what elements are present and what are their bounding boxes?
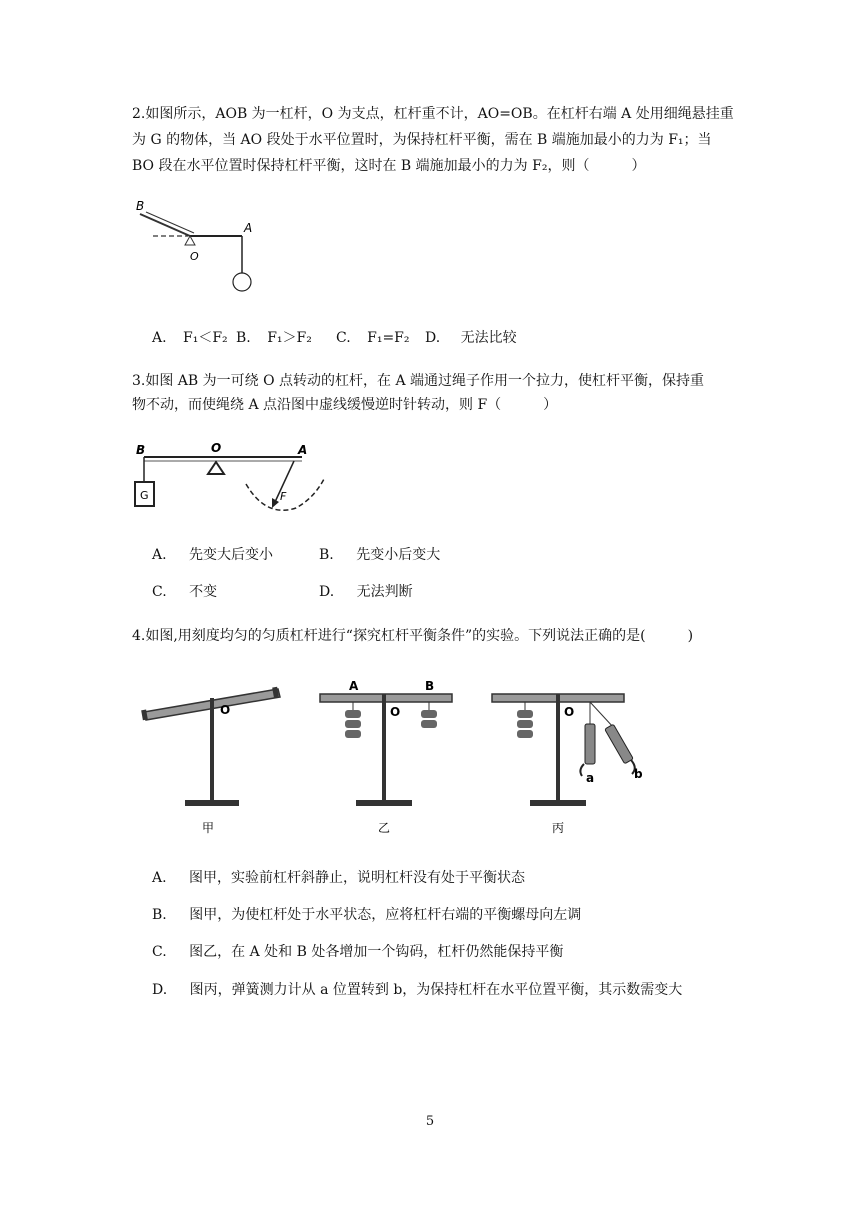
q4-jia-stand-base (185, 800, 239, 806)
q4-figure-jia (141, 687, 280, 835)
q4-figure-bing (492, 694, 643, 835)
q3-lever-figure (128, 432, 328, 518)
q2-stem-line1: 2.如图所示，AOB 为一杠杆，O 为支点，杠杆重不计，AO=OB。在杠杆右端 A 处用细绳悬挂重 (132, 106, 734, 122)
q2-label-b: B (136, 199, 145, 213)
q4-bing-spring-scale-b (605, 724, 634, 764)
q4-option-c[interactable] (152, 942, 563, 962)
q3-stem-line1: 3.如图 AB 为一可绕 O 点转动的杠杆，在 A 端通过绳子作用一个拉力，使杠杆平衡，保持重 (132, 373, 705, 389)
q4-option-a-text: 图甲，实验前杠杆斜静止，说明杠杆没有处于平衡状态 (189, 870, 526, 886)
q3-option-d-text: 无法判断 (356, 584, 413, 600)
q4-option-b-letter: B. (152, 907, 167, 923)
q4-yi-weight-b2 (421, 720, 437, 728)
q4-caption-yi: 乙 (378, 821, 391, 835)
q4-yi-label-o: O (390, 705, 401, 719)
q4-option-c-text: 图乙，在 A 处和 B 处各增加一个钩码，杠杆仍然能保持平衡 (189, 944, 564, 960)
q2-stem-line3: BO 段在水平位置时保持杠杆平衡，这时在 B 端施加最小的力为 F₂，则（ ） (132, 158, 646, 174)
q3-option-b-letter: B. (319, 547, 334, 563)
q2-option-b-text: F₁＞F₂ (267, 330, 312, 346)
q2-label-a: A (244, 221, 253, 235)
q4-bing-weight-3 (517, 730, 533, 738)
q3-option-b[interactable] (319, 545, 440, 565)
q4-option-a[interactable] (152, 868, 525, 888)
q2-lever-bo-arm-edge (146, 212, 194, 233)
q2-option-d[interactable] (425, 328, 517, 348)
q4-yi-label-a: A (349, 679, 359, 693)
q3-option-a[interactable] (152, 545, 273, 565)
q3-label-o: O (211, 441, 222, 455)
q3-pivot (208, 462, 224, 474)
q3-label-f: F (280, 490, 287, 503)
q2-option-a-letter: A. (152, 330, 167, 346)
q4-bing-stand-pole (556, 694, 560, 802)
q4-option-b-text: 图甲，为使杠杆处于水平状态，应将杠杆右端的平衡螺母向左调 (189, 907, 582, 923)
q4-yi-label-b: B (425, 679, 435, 693)
q4-caption-bing: 丙 (552, 821, 565, 835)
q4-option-d[interactable] (152, 980, 682, 1000)
q2-option-c-letter: C. (336, 330, 351, 346)
q4-yi-weight-b1 (421, 710, 437, 718)
q4-yi-weight-a1 (345, 710, 361, 718)
q4-experiment-figure (138, 672, 658, 842)
q3-option-a-text: 先变大后变小 (189, 547, 274, 563)
q4-bing-weight-1 (517, 710, 533, 718)
q2-option-b-letter: B. (236, 330, 251, 346)
q2-lever-figure (128, 196, 278, 296)
q3-option-a-letter: A. (152, 547, 167, 563)
page-number: 5 (425, 1114, 435, 1129)
q4-yi-stand-base (356, 800, 412, 806)
q4-yi-weight-a2 (345, 720, 361, 728)
q2-lever-bo-arm (140, 214, 190, 236)
q4-caption-jia: 甲 (202, 821, 215, 835)
q3-option-b-text: 先变小后变大 (356, 547, 441, 563)
q3-option-c-letter: C. (152, 584, 167, 600)
q3-option-c-text: 不变 (189, 584, 218, 600)
q4-bing-hand-a (580, 764, 584, 776)
q4-bing-label-o: O (564, 705, 575, 719)
q3-option-d[interactable] (319, 582, 413, 602)
q4-jia-label-o: O (220, 703, 231, 717)
q4-option-d-text: 图丙，弹簧测力计从 a 位置转到 b，为保持杠杆在水平位置平衡，其示数需变大 (189, 982, 683, 998)
q4-bing-label-b: b (634, 767, 643, 781)
q4-figure-yi (320, 679, 452, 835)
q2-stem-line2: 为 G 的物体，当 AO 段处于水平位置时，为保持杠杆平衡，需在 B 端施加最小的力为 F₁；当 (132, 132, 712, 148)
q2-option-a[interactable] (152, 328, 228, 348)
q4-yi-stand-pole (382, 694, 386, 802)
q4-bing-stand-base (530, 800, 586, 806)
q2-pivot (185, 236, 195, 245)
q3-label-b: B (136, 443, 146, 457)
q4-option-b[interactable] (152, 905, 581, 925)
q2-option-c-text: F₁=F₂ (367, 330, 410, 346)
q2-option-d-letter: D. (425, 330, 441, 346)
q4-option-d-letter: D. (152, 982, 168, 998)
q4-yi-weight-a3 (345, 730, 361, 738)
q2-weight (233, 273, 251, 291)
q2-option-c[interactable] (336, 328, 410, 348)
q3-stem-line2: 物不动，而使绳绕 A 点沿图中虚线缓慢逆时针转动，则 F（ ） (132, 397, 558, 413)
q4-jia-stand-pole (210, 698, 214, 802)
q4-bing-weight-2 (517, 720, 533, 728)
q2-option-d-text: 无法比较 (460, 330, 517, 346)
q4-option-c-letter: C. (152, 944, 167, 960)
q3-label-g: G (140, 489, 149, 502)
q2-option-b[interactable] (236, 328, 312, 348)
q4-bing-spring-scale-a (585, 724, 595, 764)
q4-stem-line1: 4.如图,用刻度均匀的匀质杠杆进行“探究杠杆平衡条件”的实验。下列说法正确的是( ) (132, 628, 694, 644)
q4-option-a-letter: A. (152, 870, 167, 886)
q2-option-a-text: F₁＜F₂ (183, 330, 228, 346)
q2-label-o: O (190, 250, 199, 263)
q3-option-d-letter: D. (319, 584, 335, 600)
q3-label-a: A (298, 443, 308, 457)
q4-bing-label-a: a (586, 771, 595, 785)
q3-option-c[interactable] (152, 582, 217, 602)
